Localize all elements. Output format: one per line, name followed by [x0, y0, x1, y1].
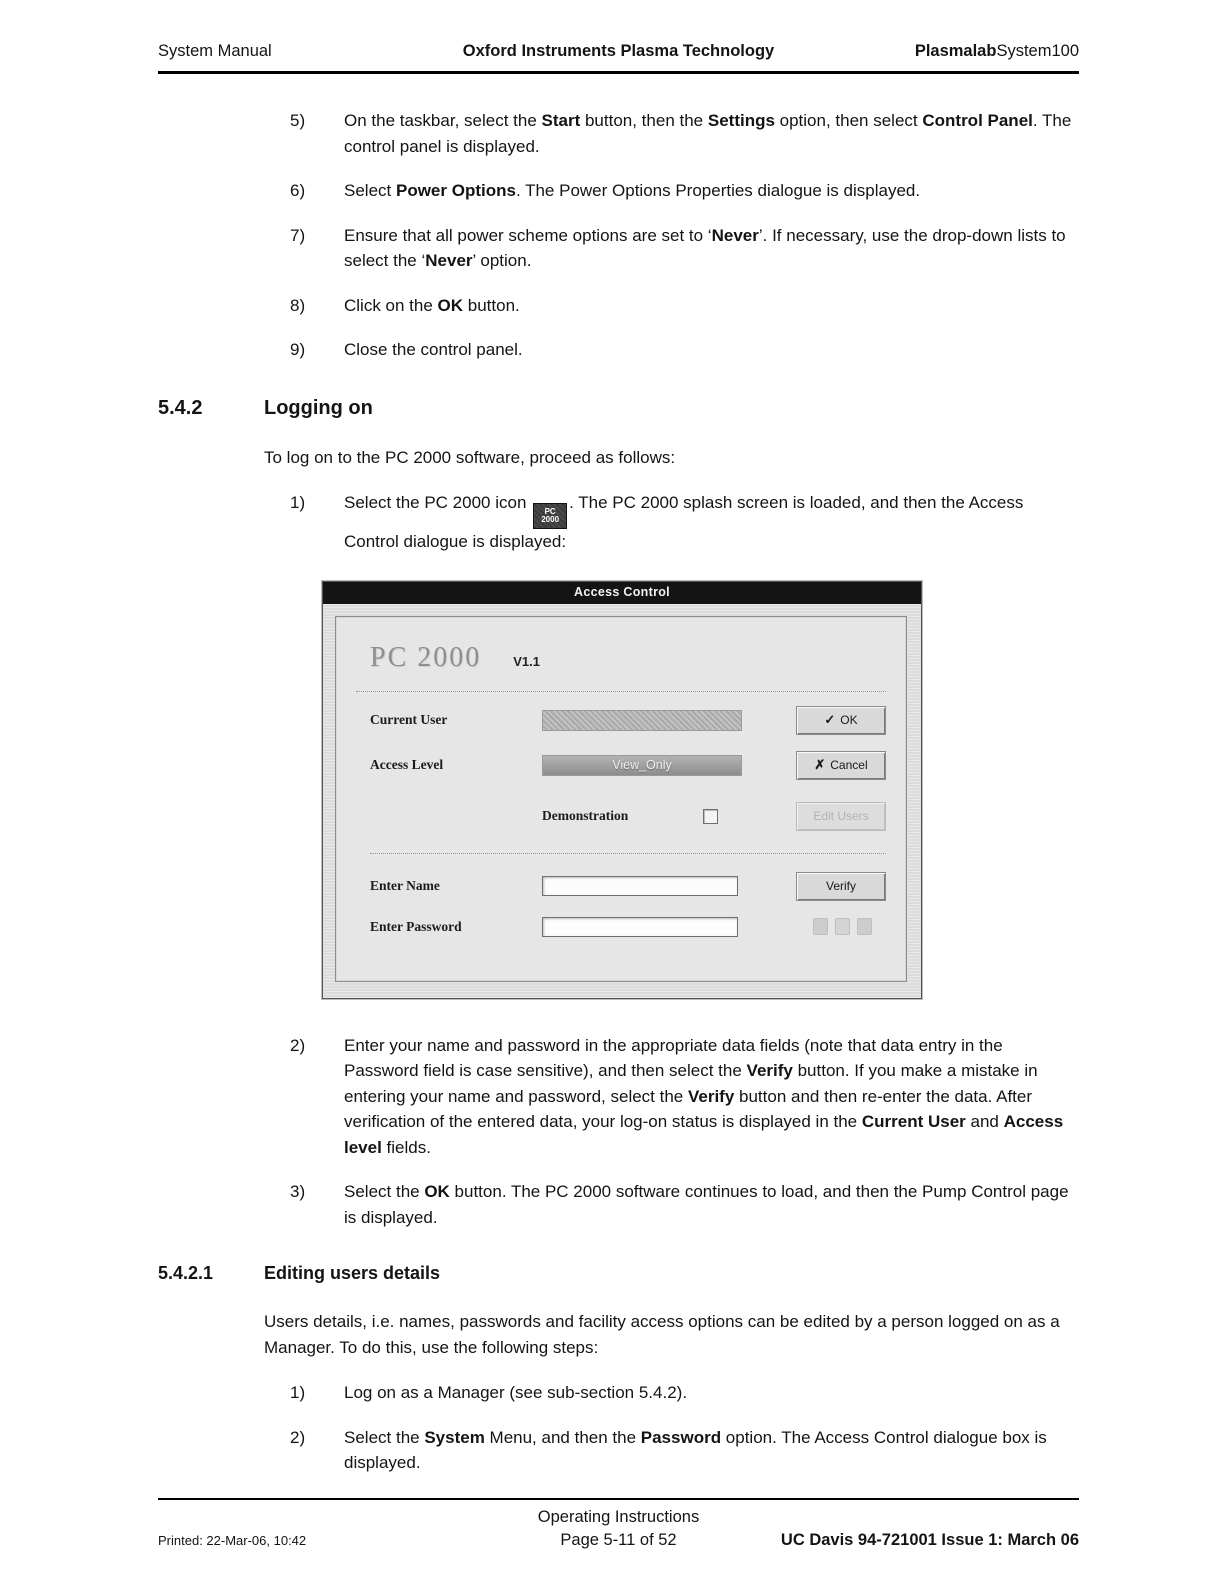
section-title: Editing users details: [264, 1263, 441, 1284]
current-user-label: Current User: [370, 711, 448, 727]
list-item: [290, 1425, 1079, 1476]
section-title: Logging on: [264, 396, 373, 419]
step-number: 6): [290, 181, 306, 200]
step-text: Click on the OK button.: [344, 295, 520, 315]
intro-paragraph: Users details, i.e. names, passwords and facility access options can be edited by a person logged on as a Manager. To do this, use the following steps:: [264, 1312, 1060, 1357]
ok-button-label: OK: [840, 713, 858, 727]
dialog-inner-panel: [335, 616, 907, 982]
header-right-regular: System100: [996, 42, 1079, 60]
footer-row: [158, 1531, 1079, 1550]
step-number: 1): [290, 493, 306, 512]
dialog-body: [323, 604, 921, 998]
demonstration-label: Demonstration: [542, 807, 629, 823]
section-heading-logging-on: [158, 393, 1079, 423]
page-header: [158, 42, 1079, 74]
step-text: Select Power Options. The Power Options Properties dialogue is displayed.: [344, 181, 921, 200]
step-text: Select the System Menu, and then the Password option. The Access Control dialogue box is displayed.: [344, 1427, 1047, 1473]
brand-row: [370, 637, 886, 679]
list-item: [290, 490, 1079, 555]
step-text: Ensure that all power scheme options are set to ‘Never’. If necessary, use the drop-down lists to select the ‘Never’ option.: [344, 225, 1066, 270]
footer-page-number: Page 5-11 of 52: [560, 1531, 677, 1549]
step-number: 2): [290, 1427, 306, 1447]
access-control-screenshot: [322, 581, 922, 999]
pc2000-icon: PC 2000: [533, 503, 567, 529]
step-text: Select the OK button. The PC 2000 software continues to load, and then the Pump Control page is displayed.: [344, 1182, 1069, 1227]
cancel-button[interactable]: [796, 751, 886, 780]
cross-icon: ✗: [814, 757, 826, 773]
header-right-bold: Plasmalab: [914, 42, 997, 60]
demonstration-checkbox[interactable]: [703, 809, 718, 824]
access-level-label: Access Level: [370, 756, 444, 772]
section-heading-editing-users: [158, 1260, 1079, 1287]
list-item: [290, 1179, 1079, 1230]
access-level-field: [542, 755, 742, 776]
edit-users-button-label: Edit Users: [813, 809, 869, 823]
step-number: 5): [290, 111, 306, 130]
list-item: [290, 293, 1079, 319]
access-level-value: View_Only: [612, 757, 672, 772]
dialog-form: [370, 706, 886, 937]
footer-doc-title: Operating Instructions: [537, 1508, 700, 1526]
step-number: 7): [290, 225, 306, 245]
step-number: 2): [290, 1035, 306, 1055]
step-text: Enter your name and password in the appropriate data fields (note that data entry in the Password field is case sensitive), and then select the Verify button. If you make a mistake in entering your name and password, select the Verify button and then re-enter the data. After verification of the entered data, your log-on status is displayed in the Current User and Access level fields.: [344, 1035, 1064, 1157]
password-input[interactable]: [542, 917, 738, 937]
verify-button[interactable]: [796, 872, 886, 901]
enter-password-label: Enter Password: [370, 918, 462, 934]
separator: [356, 691, 886, 692]
section-number: 5.4.2: [158, 396, 203, 419]
current-user-field: [542, 710, 742, 731]
edit-users-button: [796, 802, 886, 831]
step-text: Log on as a Manager (see sub-section 5.4.2).: [344, 1383, 688, 1403]
step-text: Close the control panel.: [344, 340, 523, 359]
footer-printed: Printed: 22-Mar-06, 10:42: [158, 1533, 307, 1548]
step-number: 9): [290, 340, 306, 359]
disabled-icon: [813, 918, 828, 935]
list-item: [290, 337, 1079, 363]
list-item: [290, 108, 1079, 159]
ok-button[interactable]: [796, 706, 886, 735]
name-input[interactable]: [542, 876, 738, 896]
verify-button-label: Verify: [825, 879, 856, 893]
section-number: 5.4.2.1: [158, 1263, 214, 1284]
footer-rule: [158, 1498, 1079, 1500]
dialog-title: Access Control: [574, 585, 670, 600]
disabled-icon: [857, 918, 872, 935]
version-label: V1.1: [513, 653, 540, 669]
step-text: Select the PC 2000 icon PC 2000 . The PC 2000 splash screen is loaded, and then the Access Control dialogue is displayed:: [344, 493, 1024, 551]
step-number: 3): [290, 1182, 306, 1202]
page-footer: [158, 1498, 1079, 1550]
step-number: 1): [290, 1383, 306, 1403]
disabled-user-icons: [798, 918, 886, 935]
header-right: [774, 42, 1079, 61]
check-icon: ✓: [824, 712, 836, 728]
list-item: [290, 223, 1079, 274]
app-logo-text: PC 2000: [370, 641, 482, 673]
intro-paragraph: To log on to the PC 2000 software, proceed as follows:: [264, 447, 676, 467]
step-text: On the taskbar, select the Start button, then the Settings option, then select Control Panel. The control panel is displayed.: [344, 111, 1072, 156]
access-control-dialog: [322, 581, 922, 999]
list-item: [290, 1380, 1079, 1406]
separator: [370, 853, 886, 854]
demonstration-row: [542, 806, 742, 826]
footer-doc-id: UC Davis 94-721001 Issue 1: March 06: [780, 1531, 1079, 1549]
disabled-icon: [835, 918, 850, 935]
cancel-button-label: Cancel: [830, 758, 868, 772]
header-left: System Manual: [158, 42, 272, 60]
enter-name-label: Enter Name: [370, 877, 440, 893]
header-center: Oxford Instruments Plasma Technology: [462, 42, 775, 60]
page-content: [158, 108, 1079, 1495]
list-item: [290, 178, 1079, 204]
list-item: [290, 1033, 1079, 1161]
dialog-titlebar: [323, 582, 921, 604]
step-number: 8): [290, 295, 306, 315]
